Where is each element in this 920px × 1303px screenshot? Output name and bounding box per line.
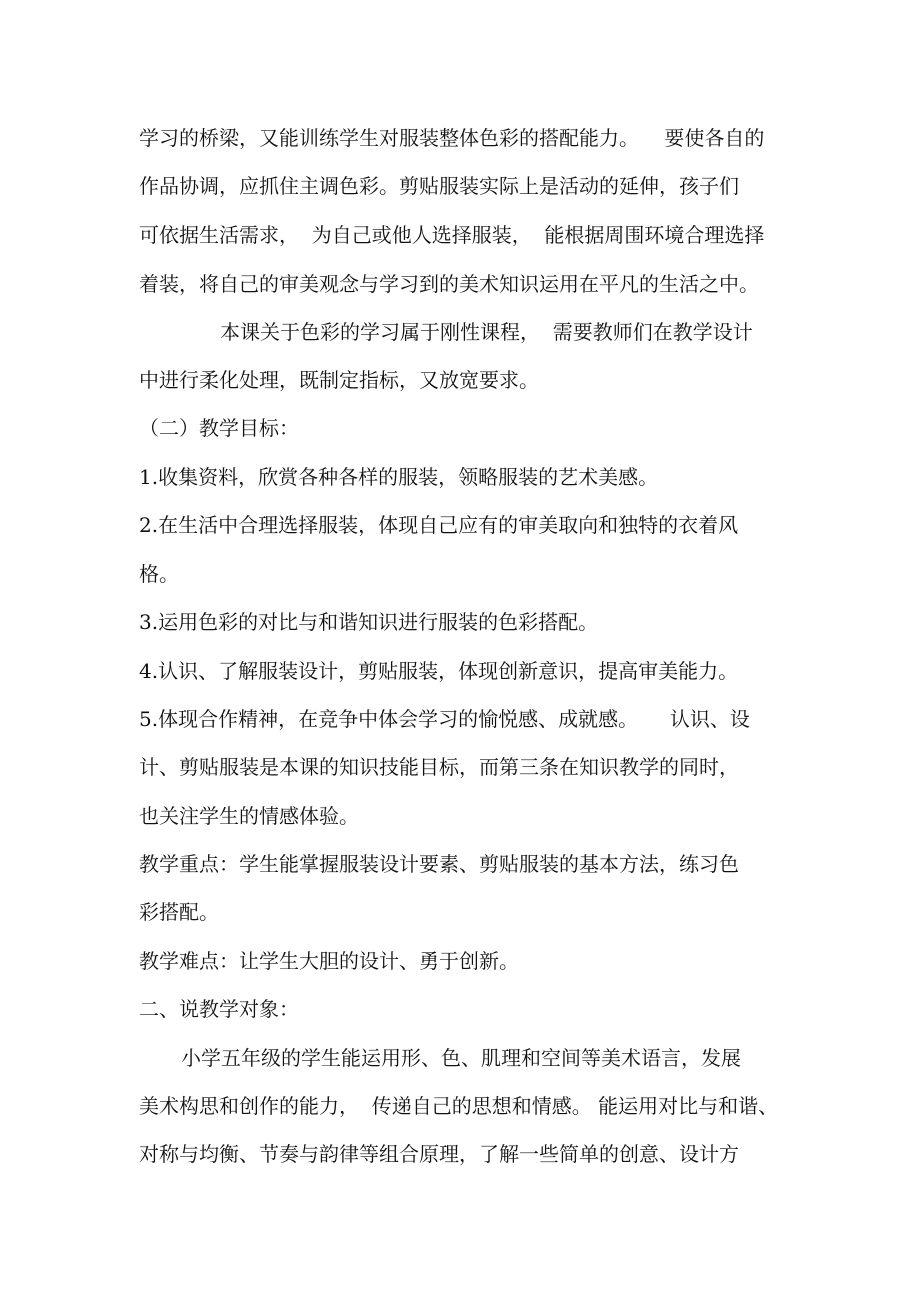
text-line: 着装，将自己的审美观念与学习到的美术知识运用在平凡的生活之中。 <box>139 272 759 296</box>
text-line: 教学重点：学生能掌握服装设计要素、剪贴服装的基本方法，练习色 <box>139 852 739 876</box>
text-line: 也关注学生的情感体验。 <box>139 804 359 828</box>
section-heading: 二、说教学对象： <box>139 997 299 1021</box>
text-line: 计、剪贴服装是本课的知识技能目标，而第三条在知识教学的同时， <box>139 755 739 779</box>
list-item: 3.运用色彩的对比与和谐知识进行服装的色彩搭配。 <box>139 610 599 634</box>
list-item: 格。 <box>139 562 179 586</box>
text-line: 彩搭配。 <box>139 900 219 924</box>
text-line: 对称与均衡、节奏与韵律等组合原理，了解一些简单的创意、设计方 <box>139 1142 739 1166</box>
text-line: 学习的桥梁，又能训练学生对服装整体色彩的搭配能力。 要使各自的 <box>139 126 765 150</box>
text-line: 美术构思和创作的能力， 传递自己的思想和情感。 能运用对比与和谐、 <box>139 1094 779 1118</box>
list-item: 5.体现合作精神，在竞争中体会学习的愉悦感、成就感。 认识、设 <box>139 707 750 731</box>
text-line: 作品协调，应抓住主调色彩。剪贴服装实际上是活动的延伸，孩子们 <box>139 174 739 198</box>
list-item: 2.在生活中合理选择服装，体现自己应有的审美取向和独特的衣着风 <box>139 513 739 537</box>
text-line: 小学五年级的学生能运用形、色、肌理和空间等美术语言，发展 <box>181 1046 741 1070</box>
text-line: 可依据生活需求， 为自己或他人选择服装， 能根据周围环境合理选择 <box>139 223 765 247</box>
text-line: 中进行柔化处理，既制定指标，又放宽要求。 <box>139 368 539 392</box>
section-heading: （二）教学目标： <box>139 416 299 440</box>
list-item: 1.收集资料，欣赏各种各样的服装，领略服装的艺术美感。 <box>139 465 659 489</box>
text-line: 本课关于色彩的学习属于刚性课程， 需要教师们在教学设计 <box>220 320 753 344</box>
list-item: 4.认识、了解服装设计，剪贴服装，体现创新意识，提高审美能力。 <box>139 659 739 683</box>
text-line: 教学难点：让学生大胆的设计、勇于创新。 <box>139 949 519 973</box>
